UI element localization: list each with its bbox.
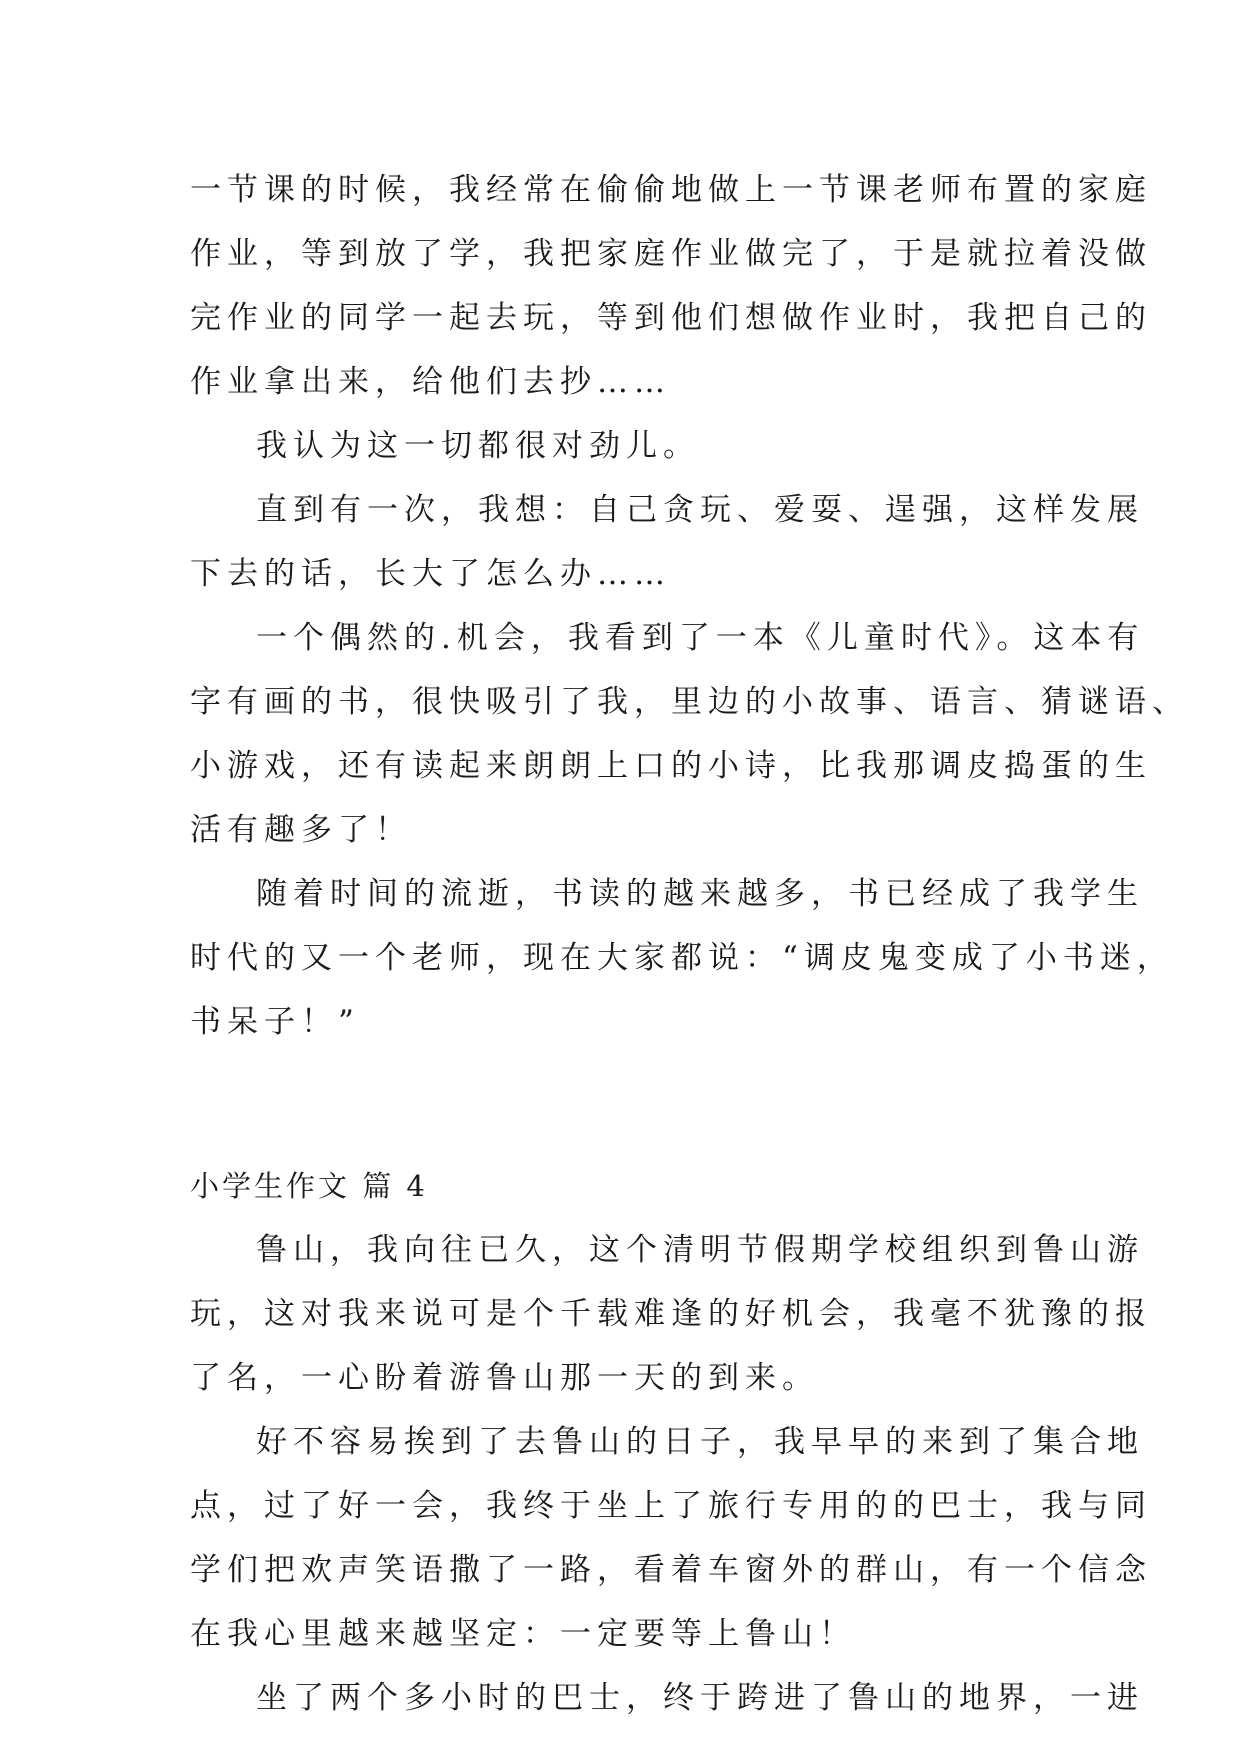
text-line: 活有趣多了！ bbox=[190, 812, 412, 848]
text-line: 书呆子！” bbox=[190, 1004, 360, 1040]
paragraph-first-line: 鲁山，我向往已久，这个清明节假期学校组织到鲁山游 bbox=[256, 1232, 1144, 1268]
document-page bbox=[190, 158, 1189, 1730]
paragraph-first-line: 我认为这一切都很对劲儿。 bbox=[256, 428, 700, 464]
text-line: 时代的又一个老师，现在大家都说：“调皮鬼变成了小书迷， bbox=[190, 940, 1174, 976]
text-line: 学们把欢声笑语撒了一路，看着车窗外的群山，有一个信念 bbox=[190, 1552, 1152, 1588]
text-line: 小游戏，还有读起来朗朗上口的小诗，比我那调皮捣蛋的生 bbox=[190, 748, 1152, 784]
text-line: 作业拿出来，给他们去抄…… bbox=[190, 364, 671, 400]
text-line: 了名，一心盼着游鲁山那一天的到来。 bbox=[190, 1360, 819, 1396]
text-line: 在我心里越来越坚定：一定要等上鲁山！ bbox=[190, 1616, 856, 1652]
paragraph-first-line: 坐了两个多小时的巴士，终于跨进了鲁山的地界，一进 bbox=[256, 1680, 1144, 1716]
section-heading: 小学生作文 篇 4 bbox=[190, 1169, 428, 1203]
text-line: 作业，等到放了学，我把家庭作业做完了，于是就拉着没做 bbox=[190, 236, 1152, 272]
text-line: 字有画的书，很快吸引了我，里边的小故事、语言、猜谜语、 bbox=[190, 684, 1189, 720]
text-line: 玩，这对我来说可是个千载难逢的好机会，我毫不犹豫的报 bbox=[190, 1296, 1152, 1332]
paragraph-first-line: 随着时间的流逝，书读的越来越多，书已经成了我学生 bbox=[256, 876, 1144, 912]
text-line: 一节课的时候，我经常在偷偷地做上一节课老师布置的家庭 bbox=[190, 172, 1152, 208]
paragraph-first-line: 一个偶然的.机会，我看到了一本《儿童时代》。这本有 bbox=[256, 620, 1145, 656]
text-line: 完作业的同学一起去玩，等到他们想做作业时，我把自己的 bbox=[190, 300, 1152, 336]
section-gap bbox=[190, 1054, 1070, 1154]
text-line: 点，过了好一会，我终于坐上了旅行专用的的巴士，我与同 bbox=[190, 1488, 1152, 1524]
paragraph-first-line: 直到有一次，我想：自己贪玩、爱耍、逞强，这样发展 bbox=[256, 492, 1144, 528]
text-line: 下去的话，长大了怎么办…… bbox=[190, 556, 671, 592]
paragraph-first-line: 好不容易挨到了去鲁山的日子，我早早的来到了集合地 bbox=[256, 1424, 1144, 1460]
